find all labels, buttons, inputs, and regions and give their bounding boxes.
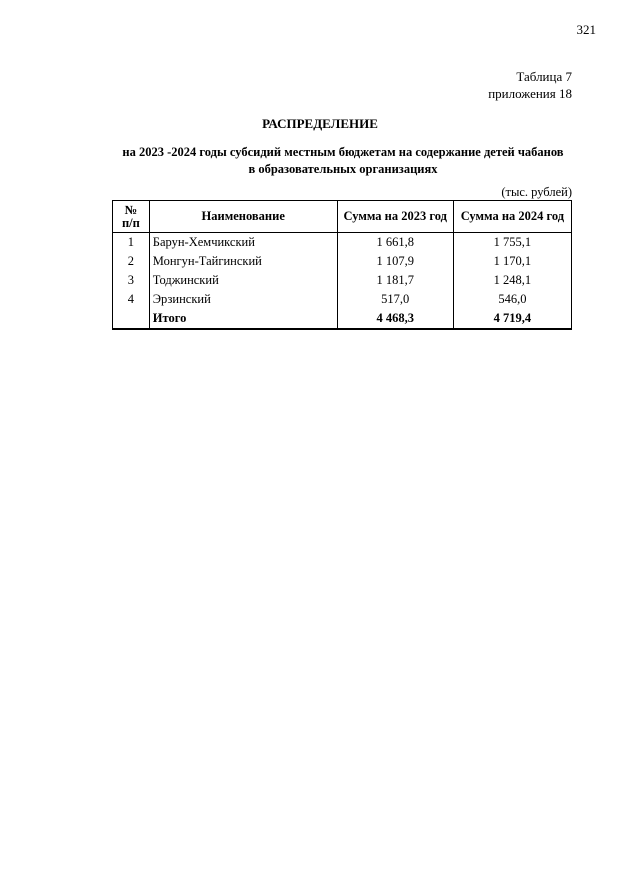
page-number: 321 <box>576 22 596 37</box>
total-sum-2023: 4 468,3 <box>337 309 453 329</box>
row-sum-2023: 1 107,9 <box>337 252 453 271</box>
row-sum-2023: 517,0 <box>337 290 453 309</box>
row-sum-2024: 1 248,1 <box>453 271 571 290</box>
table-row <box>113 290 572 309</box>
row-number: 3 <box>113 271 150 290</box>
subsidy-table <box>112 200 572 330</box>
row-name: Барун-Хемчикский <box>149 233 337 253</box>
row-number: 1 <box>113 233 150 253</box>
row-number: 2 <box>113 252 150 271</box>
row-sum-2024: 1 755,1 <box>453 233 571 253</box>
row-sum-2024: 1 170,1 <box>453 252 571 271</box>
table-header-row <box>113 201 572 233</box>
document-subtitle <box>0 144 640 178</box>
header-number-line-2: п/п <box>121 215 140 230</box>
row-name: Эрзинский <box>149 290 337 309</box>
document-title: РАСПРЕДЕЛЕНИЕ <box>262 116 378 131</box>
total-label: Итого <box>149 309 337 329</box>
row-sum-2023: 1 181,7 <box>337 271 453 290</box>
header-sum-2023: Сумма на 2023 год <box>337 201 453 233</box>
total-number <box>113 309 150 329</box>
row-name: Монгун-Тайгинский <box>149 252 337 271</box>
table-total-row <box>113 309 572 329</box>
total-sum-2024: 4 719,4 <box>453 309 571 329</box>
table-row <box>113 271 572 290</box>
table-row <box>113 233 572 253</box>
row-name: Тоджинский <box>149 271 337 290</box>
document-subtitle-line-1: на 2023 -2024 годы субсидий местным бюджетам на содержание детей чабанов <box>122 145 564 159</box>
row-sum-2024: 546,0 <box>453 290 571 309</box>
table-reference-line-2: приложения 18 <box>488 86 572 101</box>
table-reference-line-1: Таблица 7 <box>516 69 572 84</box>
table-row <box>113 252 572 271</box>
row-sum-2023: 1 661,8 <box>337 233 453 253</box>
header-number <box>113 201 150 233</box>
table-reference <box>488 68 572 102</box>
header-number-line-1: № <box>124 202 138 217</box>
header-sum-2024: Сумма на 2024 год <box>453 201 571 233</box>
row-number: 4 <box>113 290 150 309</box>
header-name: Наименование <box>149 201 337 233</box>
document-subtitle-line-2: в образовательных организациях <box>248 162 438 176</box>
units-label: (тыс. рублей) <box>501 185 572 199</box>
